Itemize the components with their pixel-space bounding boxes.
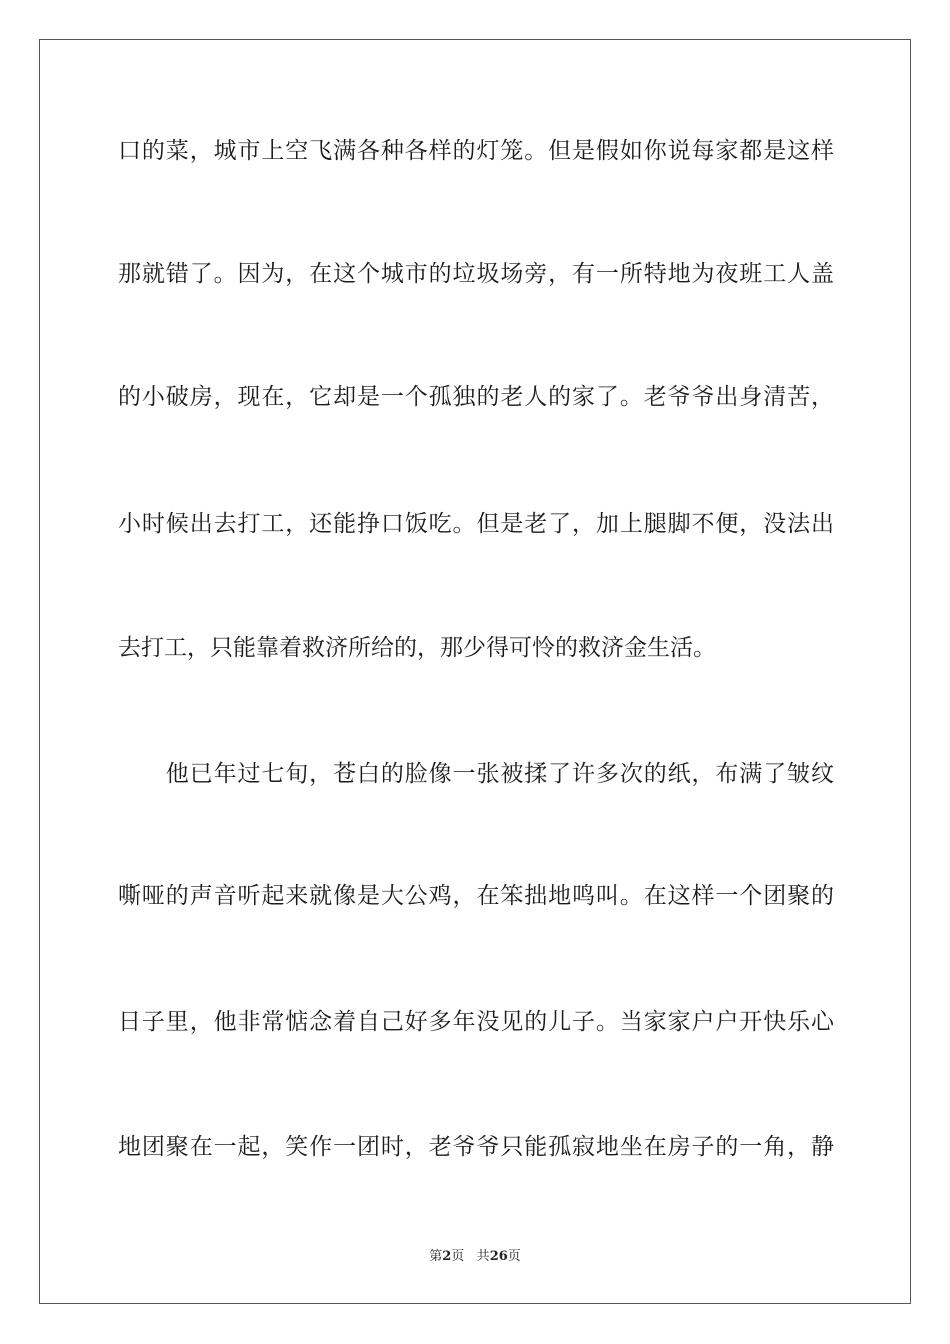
text-line: 的小破房，现在，它却是一个孤独的老人的家了。老爷爷出身清苦， [118, 384, 834, 410]
text-line: 地团聚在一起，笑作一团时，老爷爷只能孤寂地坐在房子的一角，静 [118, 1134, 834, 1160]
total-pages: 26 [489, 1249, 508, 1264]
total-suffix: 页 [507, 1249, 521, 1264]
text-line: 去打工，只能靠着救济所给的，那少得可怜的救济金生活。 [118, 635, 716, 661]
text-line: 口的菜，城市上空飞满各种各样的灯笼。但是假如你说每家都是这样 [118, 138, 834, 164]
page-prefix: 第 [429, 1249, 443, 1264]
total-prefix: 共 [476, 1249, 490, 1264]
text-line: 小时候出去打工，还能挣口饭吃。但是老了，加上腿脚不便，没法出 [118, 511, 834, 537]
text-line: 他已年过七旬，苍白的脸像一张被揉了许多次的纸，布满了皱纹 [118, 761, 834, 787]
text-line: 那就错了。因为，在这个城市的垃圾场旁，有一所特地为夜班工人盖 [118, 261, 834, 287]
page-footer [0, 1249, 950, 1265]
text-line: 日子里，他非常惦念着自己好多年没见的儿子。当家家户户开快乐心 [118, 1009, 834, 1035]
page-number: 2 [442, 1249, 452, 1264]
page-suffix: 页 [451, 1249, 465, 1264]
text-line: 嘶哑的声音听起来就像是大公鸡，在笨拙地鸣叫。在这样一个团聚的 [118, 883, 834, 909]
